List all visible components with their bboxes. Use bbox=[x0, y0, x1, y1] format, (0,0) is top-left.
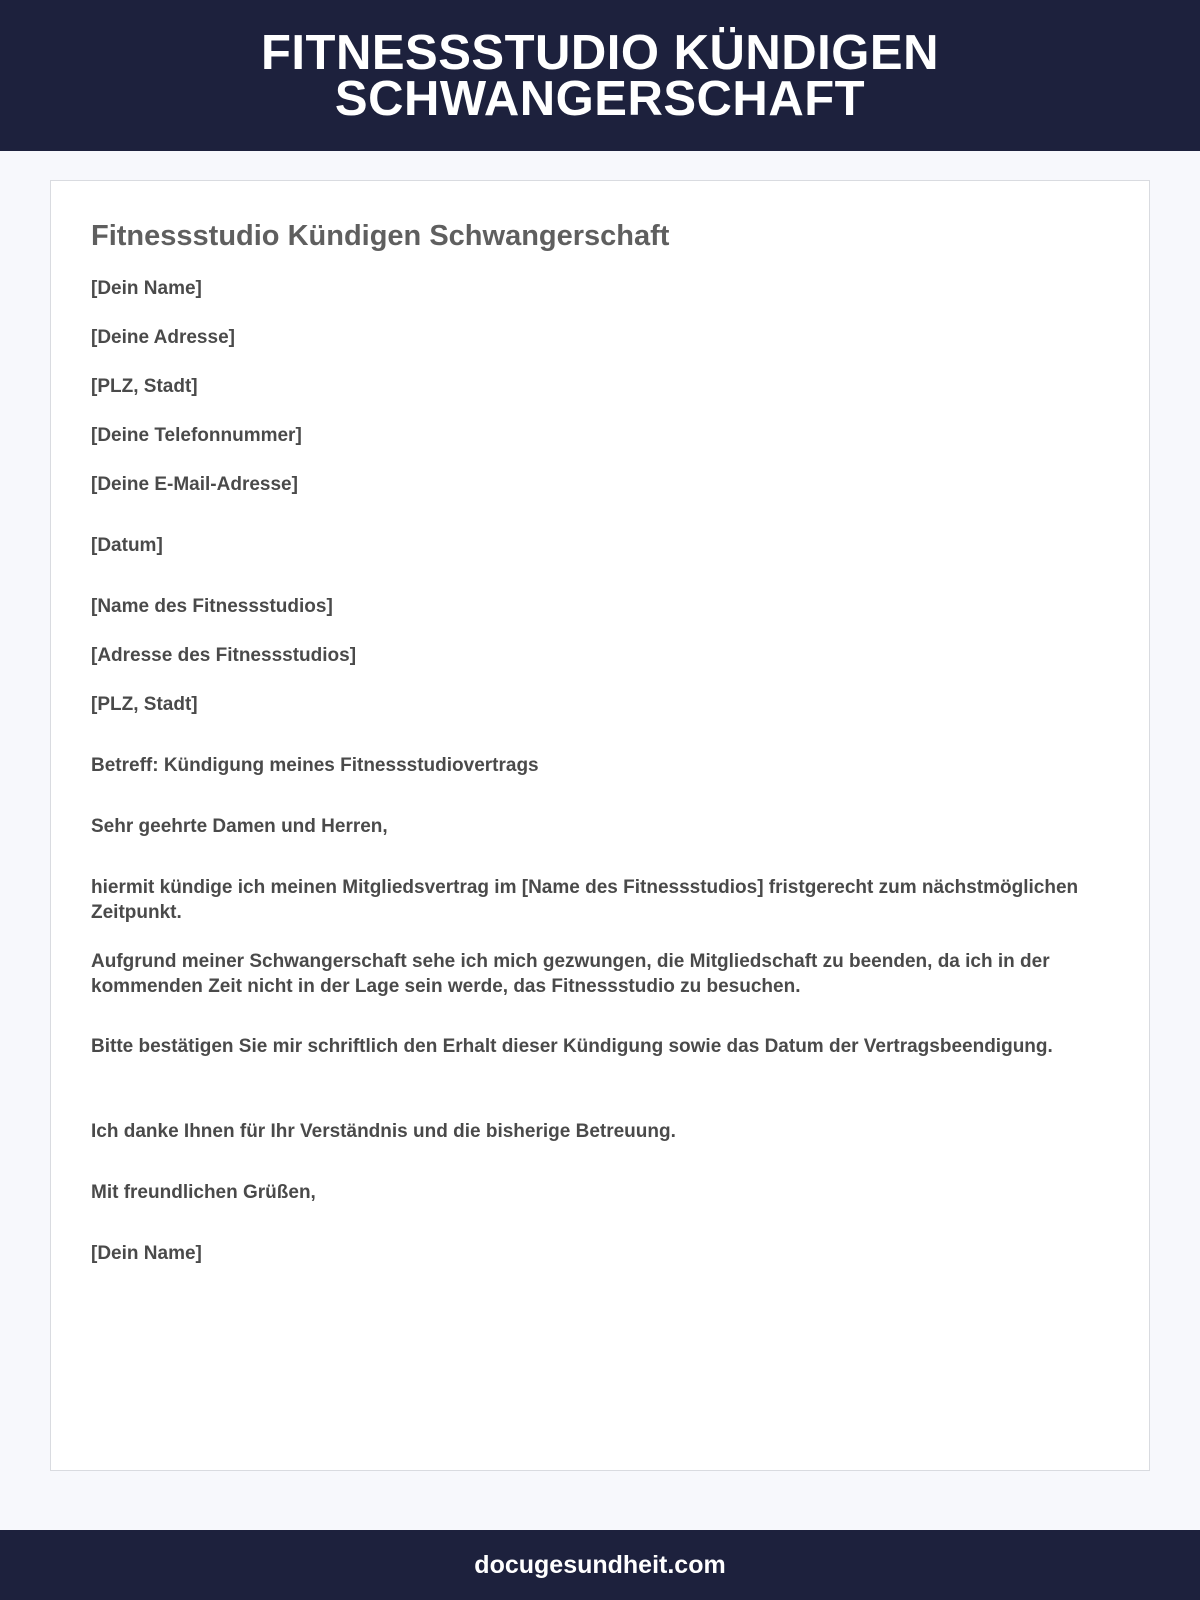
letter-date: [Datum] bbox=[91, 535, 163, 556]
letter-card bbox=[50, 180, 1150, 1471]
letter-salutation: Sehr geehrte Damen und Herren, bbox=[91, 816, 388, 837]
letter-paragraph-2: Aufgrund meiner Schwangerschaft sehe ich mich gezwungen, die Mitgliedschaft zu beenden, da ich in der kommenden Zeit nicht in der Lage sein werde, das Fitnessstudio zu besuchen. bbox=[91, 951, 1050, 997]
letter-paragraph-4: Ich danke Ihnen für Ihr Verständnis und die bisherige Betreuung. bbox=[91, 1121, 676, 1142]
footer-site-link[interactable]: docugesundheit.com bbox=[474, 1550, 726, 1579]
letter-title: Fitnessstudio Kündigen Schwangerschaft bbox=[91, 220, 670, 252]
sender-email: [Deine E-Mail-Adresse] bbox=[91, 474, 298, 495]
letter-signature: [Dein Name] bbox=[91, 1243, 202, 1264]
page-footer bbox=[0, 1530, 1200, 1600]
recipient-name: [Name des Fitnessstudios] bbox=[91, 596, 333, 617]
page-header bbox=[0, 0, 1200, 151]
letter-paragraph-3: Bitte bestätigen Sie mir schriftlich den Erhalt dieser Kündigung sowie das Datum der Vertragsbeendigung. bbox=[91, 1036, 1053, 1057]
recipient-address: [Adresse des Fitnessstudios] bbox=[91, 645, 357, 666]
sender-phone: [Deine Telefonnummer] bbox=[91, 425, 302, 446]
letter-paragraph-1: hiermit kündige ich meinen Mitgliedsvertrag im [Name des Fitnessstudios] fristgerecht zum nächstmöglichen Zeitpunkt. bbox=[91, 877, 1079, 923]
sender-address: [Deine Adresse] bbox=[91, 327, 235, 348]
page-title: FITNESSSTUDIO KÜNDIGEN SCHWANGERSCHAFT bbox=[261, 25, 939, 126]
recipient-city: [PLZ, Stadt] bbox=[91, 694, 198, 715]
sender-city: [PLZ, Stadt] bbox=[91, 376, 198, 397]
letter-subject: Betreff: Kündigung meines Fitnessstudiovertrags bbox=[91, 755, 539, 776]
sender-name: [Dein Name] bbox=[91, 278, 202, 299]
letter-closing: Mit freundlichen Grüßen, bbox=[91, 1182, 316, 1203]
